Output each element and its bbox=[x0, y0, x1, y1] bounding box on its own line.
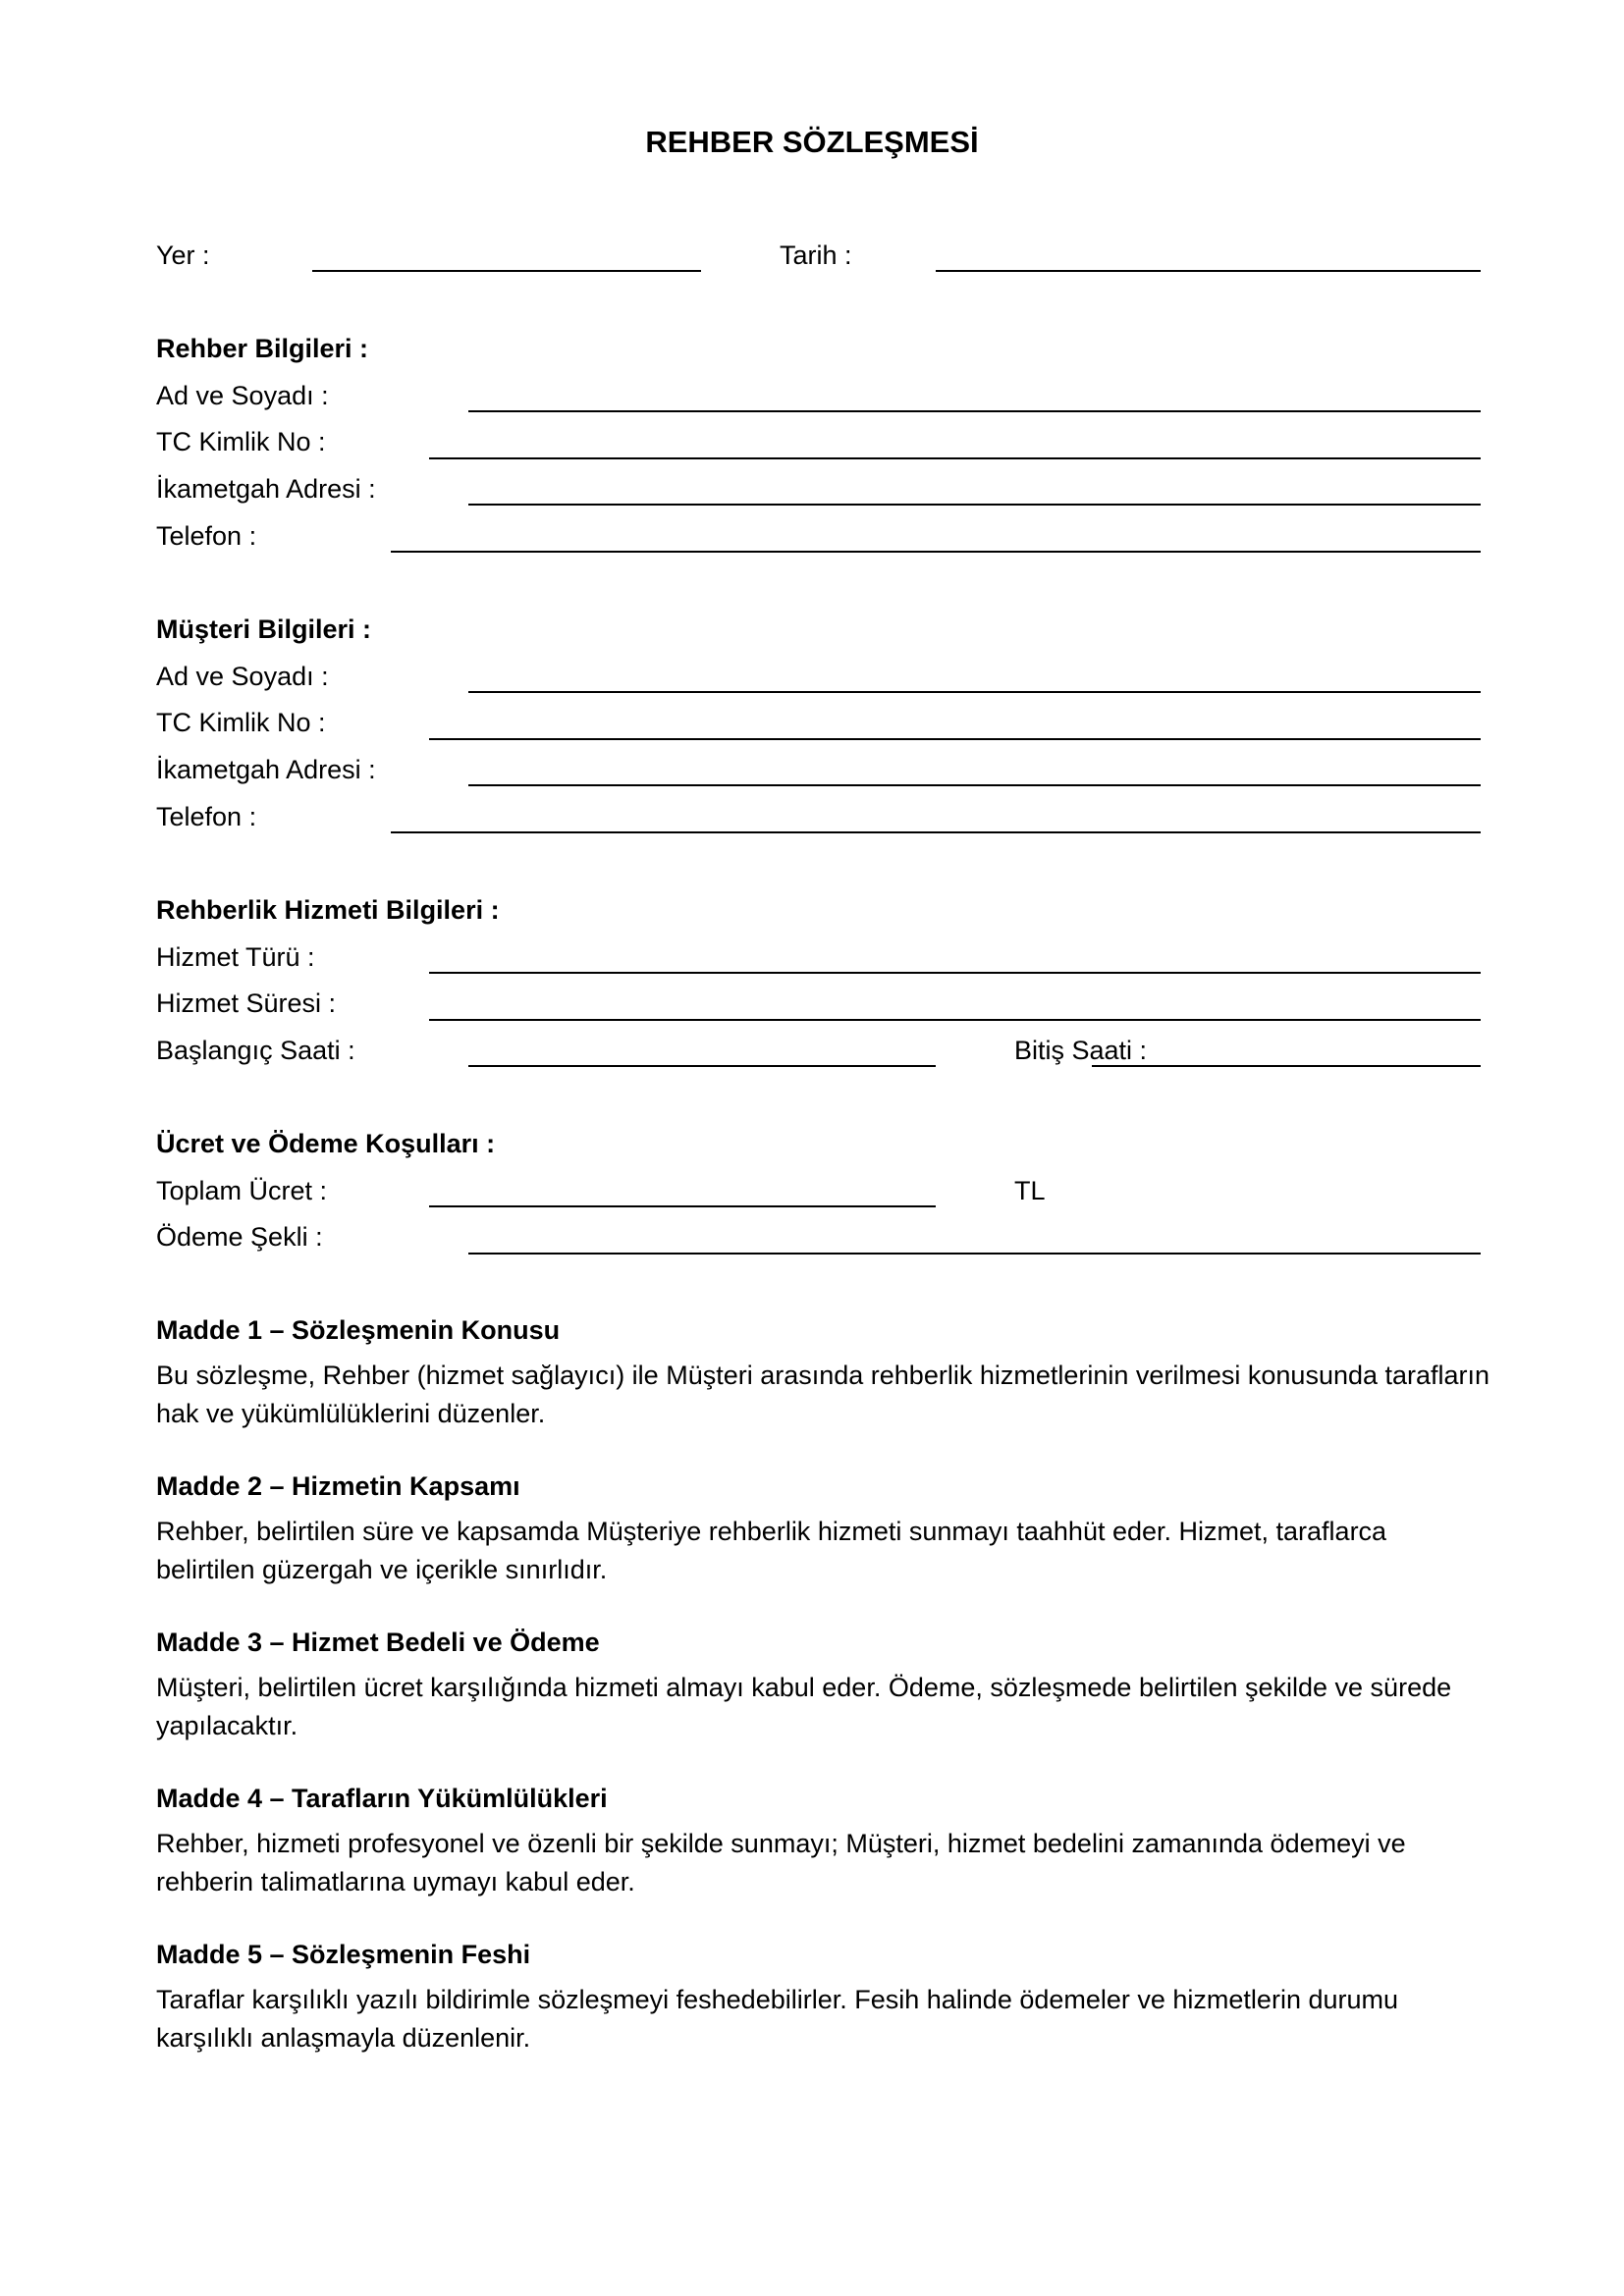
madde-5 bbox=[156, 1938, 1491, 2057]
hizmet-section-heading: Rehberlik Hizmeti Bilgileri : bbox=[156, 895, 500, 925]
rehber-section-heading: Rehber Bilgileri : bbox=[156, 334, 369, 363]
odeme-sekli-label: Ödeme Şekli : bbox=[156, 1222, 323, 1252]
tarih-label: Tarih : bbox=[780, 240, 852, 270]
musteri-tc-label: TC Kimlik No : bbox=[156, 708, 326, 737]
musteri-adres-line[interactable] bbox=[468, 784, 1481, 786]
musteri-ad-soyad-line[interactable] bbox=[468, 691, 1481, 693]
bitis-saati-line[interactable] bbox=[1092, 1065, 1481, 1067]
rehber-telefon-label: Telefon : bbox=[156, 521, 257, 551]
hizmet-suresi-line[interactable] bbox=[429, 1019, 1481, 1021]
ucret-section-heading: Ücret ve Ödeme Koşulları : bbox=[156, 1129, 496, 1158]
madde-1 bbox=[156, 1313, 1491, 1433]
madde-text: Taraflar karşılıklı yazılı bildirimle sözleşmeyi feshedebilirler. Fesih halinde ödemeler ve hizmetlerin durumu karşılıklı anlaşmayla düzenlenir. bbox=[156, 1985, 1399, 2053]
rehber-adres-label: İkametgah Adresi : bbox=[156, 474, 376, 504]
rehber-tc-line[interactable] bbox=[429, 457, 1481, 459]
madde-title: Madde 5 – Sözleşmenin Feshi bbox=[156, 1940, 531, 1969]
yer-label: Yer : bbox=[156, 240, 210, 270]
toplam-ucret-label: Toplam Ücret : bbox=[156, 1176, 328, 1205]
document-title: REHBER SÖZLEŞMESİ bbox=[645, 125, 979, 159]
madde-title: Madde 2 – Hizmetin Kapsamı bbox=[156, 1471, 520, 1501]
baslangic-saati-label: Başlangıç Saati : bbox=[156, 1036, 355, 1065]
musteri-adres-label: İkametgah Adresi : bbox=[156, 755, 376, 784]
hizmet-suresi-label: Hizmet Süresi : bbox=[156, 988, 337, 1018]
rehber-adres-line[interactable] bbox=[468, 504, 1481, 506]
rehber-tc-label: TC Kimlik No : bbox=[156, 427, 326, 456]
musteri-section-heading: Müşteri Bilgileri : bbox=[156, 614, 372, 644]
madde-2 bbox=[156, 1469, 1491, 1589]
madde-text: Rehber, belirtilen süre ve kapsamda Müşteriye rehberlik hizmeti sunmayı taahhüt eder. Hizmet, taraflarca belirtilen güzergah ve içerikle sınırlıdır. bbox=[156, 1517, 1387, 1584]
madde-title: Madde 1 – Sözleşmenin Konusu bbox=[156, 1315, 561, 1345]
madde-title: Madde 3 – Hizmet Bedeli ve Ödeme bbox=[156, 1628, 600, 1657]
baslangic-saati-line[interactable] bbox=[468, 1065, 936, 1067]
odeme-sekli-line[interactable] bbox=[468, 1253, 1481, 1255]
tarih-field-line[interactable] bbox=[936, 270, 1481, 272]
hizmet-turu-line[interactable] bbox=[429, 972, 1481, 974]
madde-text: Bu sözleşme, Rehber (hizmet sağlayıcı) ile Müşteri arasında rehberlik hizmetlerinin verilmesi konusunda tarafların hak ve yükümlülüklerini düzenler. bbox=[156, 1361, 1490, 1428]
rehber-telefon-line[interactable] bbox=[391, 551, 1481, 553]
musteri-telefon-line[interactable] bbox=[391, 831, 1481, 833]
madde-title: Madde 4 – Tarafların Yükümlülükleri bbox=[156, 1784, 608, 1813]
hizmet-turu-label: Hizmet Türü : bbox=[156, 942, 315, 972]
yer-field-line[interactable] bbox=[312, 270, 701, 272]
rehber-ad-soyad-line[interactable] bbox=[468, 410, 1481, 412]
toplam-ucret-line[interactable] bbox=[429, 1205, 936, 1207]
madde-4 bbox=[156, 1782, 1491, 1901]
currency-label: TL bbox=[1014, 1176, 1046, 1205]
rehber-ad-soyad-label: Ad ve Soyadı : bbox=[156, 381, 329, 410]
madde-3 bbox=[156, 1626, 1491, 1745]
madde-text: Müşteri, belirtilen ücret karşılığında hizmeti almayı kabul eder. Ödeme, sözleşmede belirtilen şekilde ve sürede yapılacaktır. bbox=[156, 1673, 1452, 1740]
musteri-telefon-label: Telefon : bbox=[156, 802, 257, 831]
bitis-saati-label: Bitiş Saati : bbox=[1014, 1036, 1148, 1065]
madde-text: Rehber, hizmeti profesyonel ve özenli bir şekilde sunmayı; Müşteri, hizmet bedelini zamanında ödemeyi ve rehberin talimatlarına uymayı kabul eder. bbox=[156, 1829, 1406, 1896]
musteri-ad-soyad-label: Ad ve Soyadı : bbox=[156, 662, 329, 691]
musteri-tc-line[interactable] bbox=[429, 738, 1481, 740]
